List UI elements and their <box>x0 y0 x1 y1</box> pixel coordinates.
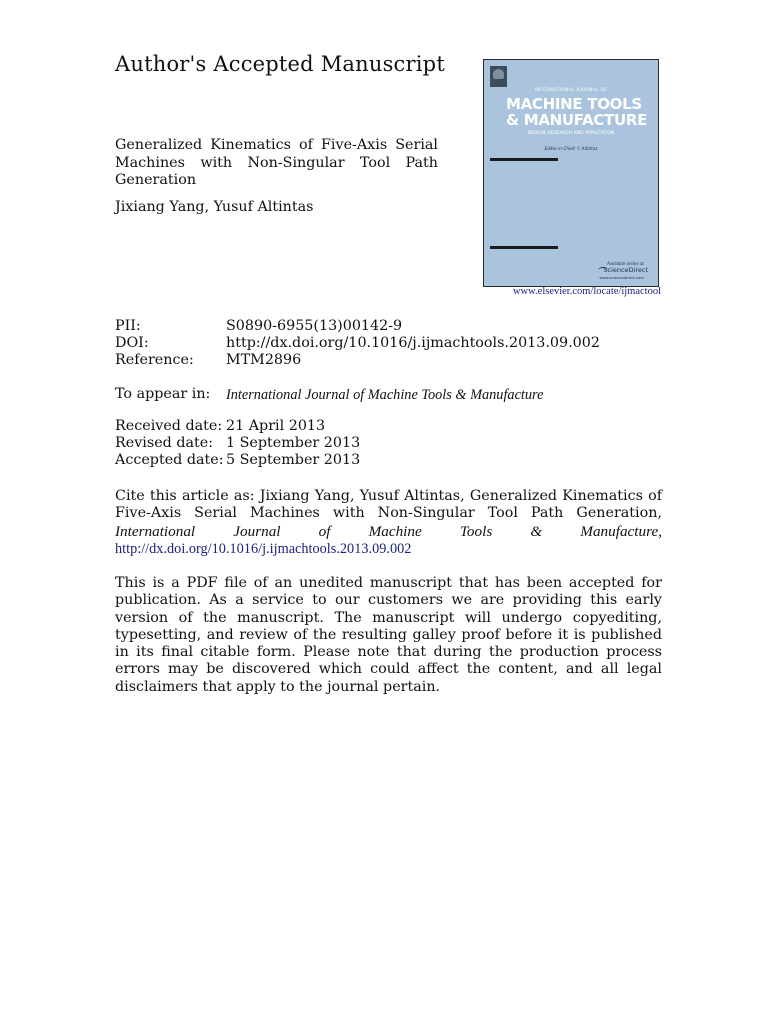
doi-value[interactable]: http://dx.doi.org/10.1016/j.ijmachtools.2013.09.002 <box>226 335 600 351</box>
reference-label: Reference: <box>115 352 194 368</box>
received-label: Received date: <box>115 418 223 434</box>
received-value: 21 April 2013 <box>226 418 326 434</box>
cover-journal-name <box>506 96 647 128</box>
revised-label: Revised date: <box>115 435 214 451</box>
citation-journal: International Journal of Machine Tools & Manufacture, <box>115 522 662 540</box>
cover-sciencedirect: ScienceDirect <box>603 266 648 274</box>
cover-name-line1: MACHINE TOOLS <box>506 95 642 113</box>
manuscript-heading: Author's Accepted Manuscript <box>115 52 445 76</box>
citation-text: Cite this article as: Jixiang Yang, Yusuf Altintas, Generalized Kinematics of Five-Axis Serial Machines with Non-Singular Tool Path Generation, <box>115 488 662 522</box>
cover-bar-bottom <box>490 246 558 249</box>
accepted-label: Accepted date: <box>115 452 224 468</box>
appear-journal: International Journal of Machine Tools & Manufacture <box>226 387 544 403</box>
cover-subtitle: DESIGN, RESEARCH AND APPLICATION <box>527 131 615 136</box>
pii-label: PII: <box>115 318 141 334</box>
article-title: Generalized Kinematics of Five-Axis Serial Machines with Non-Singular Tool Path Generation <box>115 137 438 188</box>
revised-value: 1 September 2013 <box>226 435 361 451</box>
reference-value: MTM2896 <box>226 352 302 368</box>
cover-sciencedirect-url: www.sciencedirect.com <box>599 275 644 280</box>
article-authors: Jixiang Yang, Yusuf Altintas <box>115 199 314 215</box>
journal-cover <box>483 59 659 287</box>
citation-paragraph <box>115 488 662 558</box>
cover-superscript: INTERNATIONAL JOURNAL OF <box>534 88 608 93</box>
cover-name-line2: & MANUFACTURE <box>506 111 648 129</box>
doi-label: DOI: <box>115 335 149 351</box>
cover-available-text: Available online at <box>607 261 644 266</box>
elsevier-logo-icon <box>490 66 507 87</box>
cover-bar-top <box>490 158 558 161</box>
citation-link[interactable]: http://dx.doi.org/10.1016/j.ijmachtools.2013.09.002 <box>115 540 412 557</box>
cover-editors: Editor-in-Chief: Y. Altintas <box>544 146 598 151</box>
disclaimer-paragraph: This is a PDF file of an unedited manuscript that has been accepted for publication. As a service to our customers we are providing this early version of the manuscript. The manuscript will undergo copyediting, typesetting, and review of the resulting galley proof before it is published in its final citable form. Please note that during the production process errors may be discovered which could affect the content, and all legal disclaimers that apply to the journal pertain. <box>115 575 662 695</box>
elsevier-url-link[interactable]: www.elsevier.com/locate/ijmactool <box>512 286 661 297</box>
pii-value: S0890-6955(13)00142-9 <box>226 318 403 334</box>
accepted-value: 5 September 2013 <box>226 452 361 468</box>
appear-label: To appear in: <box>115 386 211 402</box>
